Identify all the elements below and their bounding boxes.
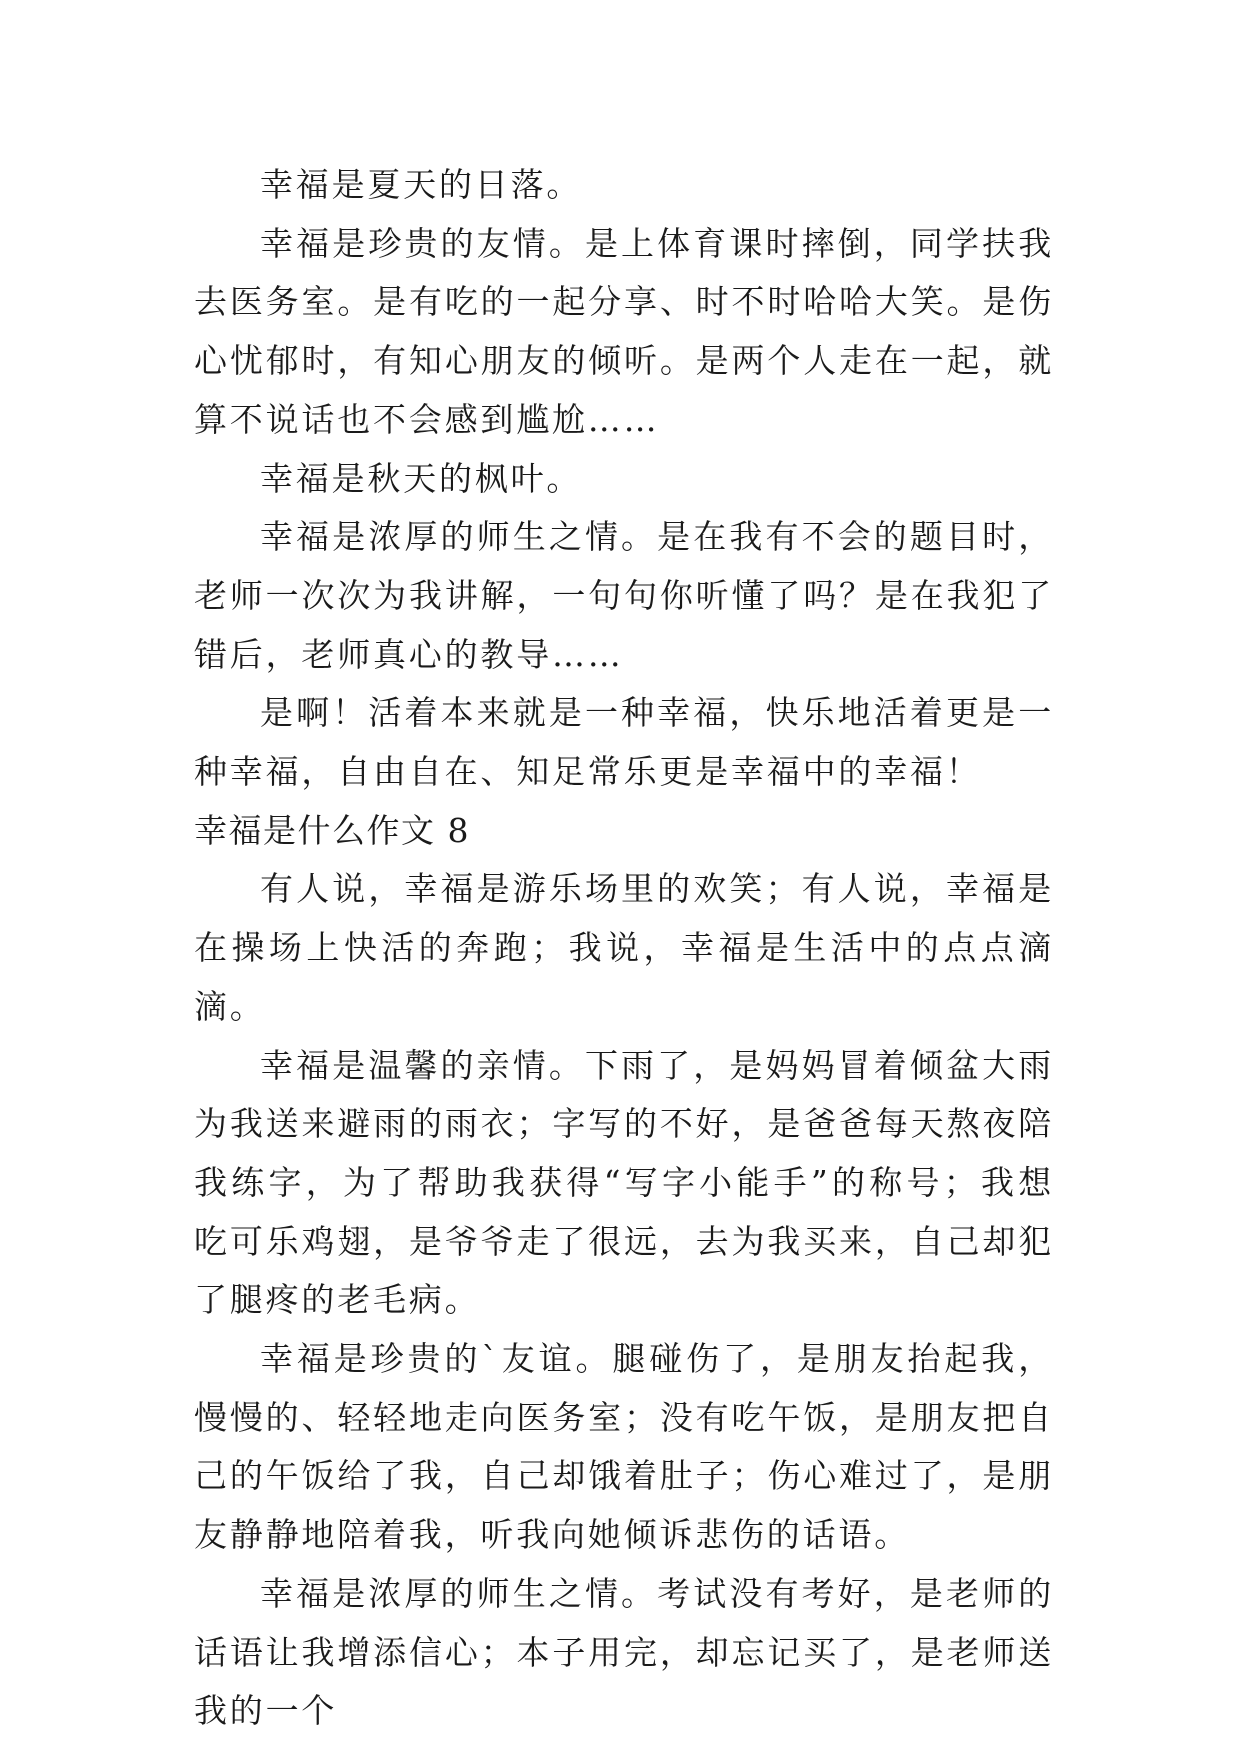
paragraph: 幸福是珍贵的`友谊。腿碰伤了，是朋友抬起我，慢慢的、轻轻地走向医务室；没有吃午饭，是朋友把自己的午饭给了我，自己却饿着肚子；伤心难过了，是朋友静静地陪着我，听我向她倾诉悲伤的话语。 xyxy=(194,1339,1054,1555)
paragraph: 幸福是珍贵的友情。是上体育课时摔倒，同学扶我去医务室。是有吃的一起分享、时不时哈哈大笑。是伤心忧郁时，有知心朋友的倾听。是两个人走在一起，就算不说话也不会感到尴尬…… xyxy=(194,223,1054,439)
paragraph: 幸福是夏天的日落。 xyxy=(260,165,583,204)
paragraph: 有人说，幸福是游乐场里的欢笑；有人说，幸福是在操场上快活的奔跑；我说，幸福是生活中的点点滴滴。 xyxy=(194,869,1054,1026)
paragraph: 幸福是秋天的枫叶。 xyxy=(260,458,583,498)
paragraph: 幸福是浓厚的师生之情。是在我有不会的题目时，老师一次次为我讲解，一句句你听懂了吗？是在我犯了错后，老师真心的教导…… xyxy=(194,517,1054,674)
document-body xyxy=(194,156,1054,1741)
section-heading: 幸福是什么作文 8 xyxy=(194,810,470,850)
paragraph: 是啊！活着本来就是一种幸福，快乐地活着更是一种幸福，自由自在、知足常乐更是幸福中的幸福！ xyxy=(194,693,1054,792)
paragraph: 幸福是浓厚的师生之情。考试没有考好，是老师的话语让我增添信心；本子用完，却忘记买了，是老师送我的一个 xyxy=(194,1573,1054,1731)
paragraph: 幸福是温馨的亲情。下雨了，是妈妈冒着倾盆大雨为我送来避雨的雨衣；字写的不好，是爸爸每天熬夜陪我练字，为了帮助我获得“写字小能手”的称号；我想吃可乐鸡翅，是爷爷走了很远，去为我买来，自己却犯了腿疼的老毛病。 xyxy=(194,1045,1054,1320)
